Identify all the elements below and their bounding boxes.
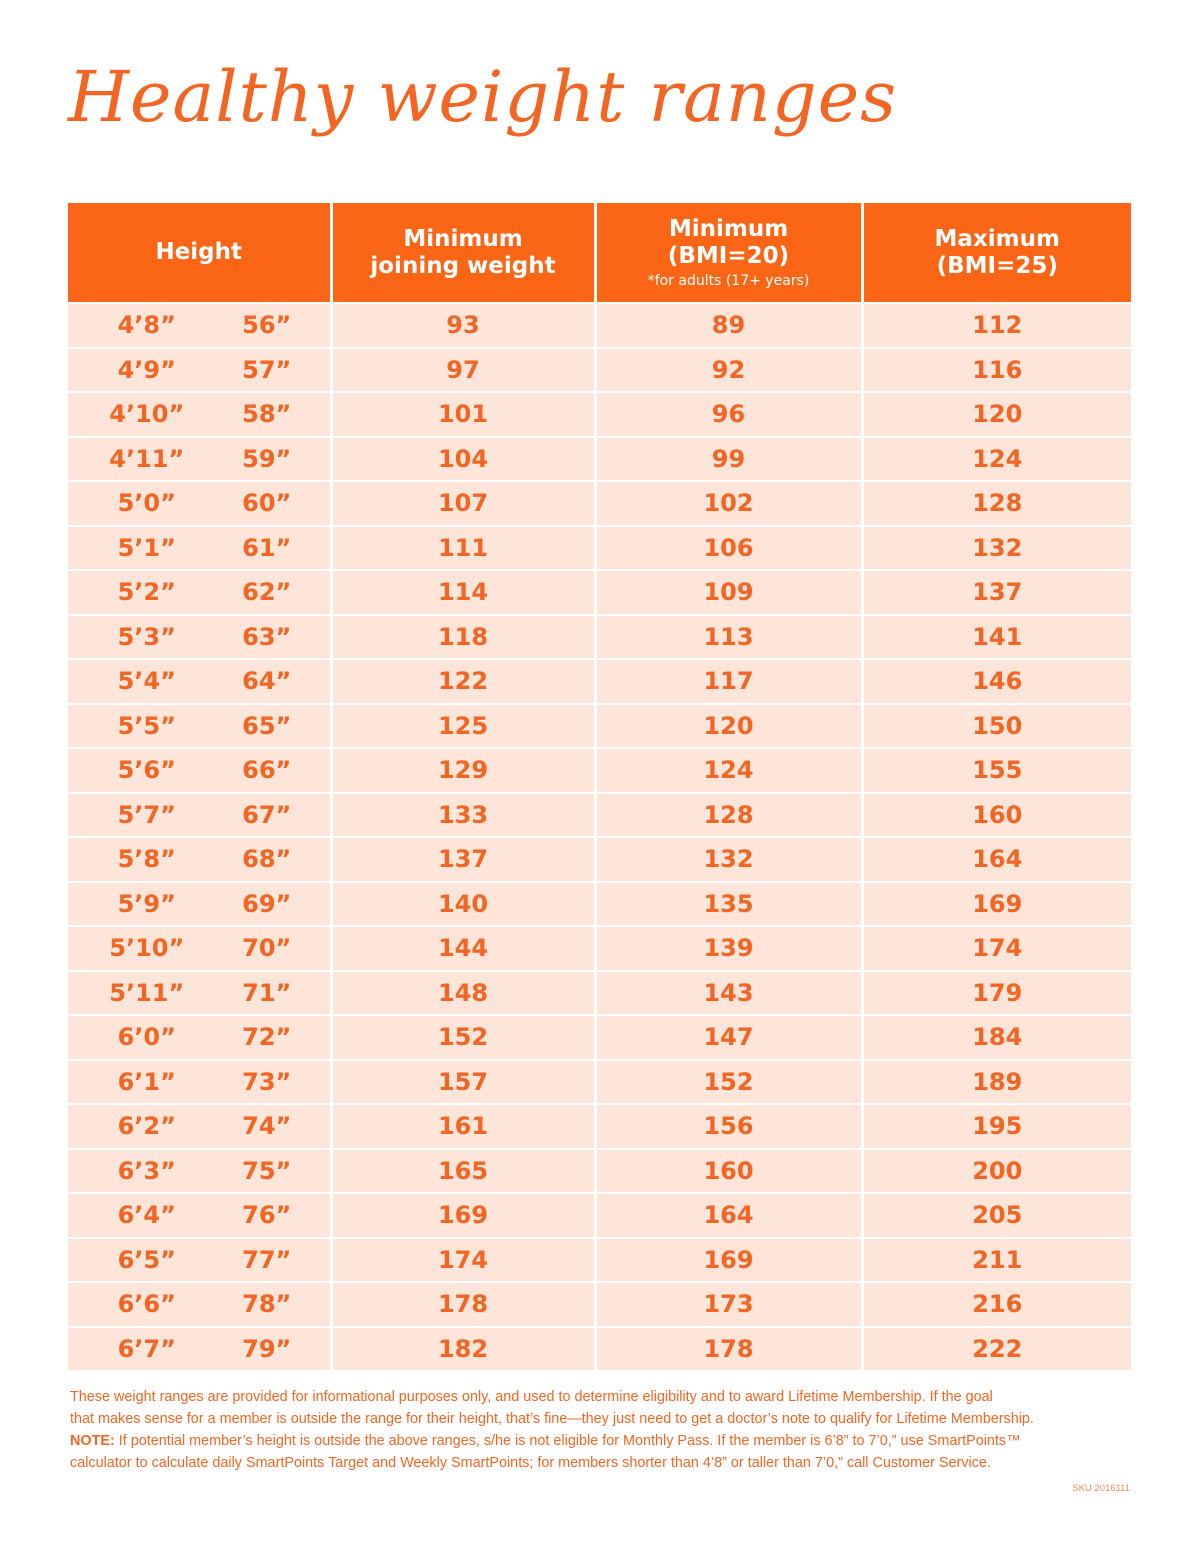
min-joining-weight-cell: 152 bbox=[331, 1015, 595, 1060]
height-feet-inches: 6’3” bbox=[117, 1156, 176, 1185]
max-bmi-weight-cell: 164 bbox=[862, 837, 1131, 882]
min-bmi-weight-cell: 156 bbox=[595, 1104, 862, 1149]
table-row bbox=[68, 1238, 1131, 1283]
table-row bbox=[68, 437, 1131, 482]
height-cell bbox=[68, 303, 331, 348]
max-bmi-weight-cell: 205 bbox=[862, 1193, 1131, 1238]
height-cell bbox=[68, 1015, 331, 1060]
height-cell bbox=[68, 437, 331, 482]
height-cell bbox=[68, 882, 331, 927]
table-row bbox=[68, 1015, 1131, 1060]
min-joining-weight-cell: 182 bbox=[331, 1327, 595, 1371]
max-bmi-weight-cell: 124 bbox=[862, 437, 1131, 482]
height-feet-inches: 5’4” bbox=[117, 667, 176, 696]
height-inches: 58” bbox=[242, 400, 292, 429]
max-bmi-weight-cell: 169 bbox=[862, 882, 1131, 927]
height-feet-inches: 5’0” bbox=[117, 489, 176, 518]
note-text: If potential member’s height is outside the above ranges, s/he is not eligible for Monthly Pass. If the member is 6’8” to 7’0,” use SmartPoints™ bbox=[114, 1433, 1021, 1449]
header-min-bmi bbox=[595, 203, 862, 303]
max-bmi-weight-cell: 137 bbox=[862, 570, 1131, 615]
min-bmi-weight-cell: 99 bbox=[595, 437, 862, 482]
min-joining-weight-cell: 97 bbox=[331, 348, 595, 393]
height-inches: 72” bbox=[242, 1023, 292, 1052]
height-cell bbox=[68, 1238, 331, 1283]
max-bmi-weight-cell: 179 bbox=[862, 971, 1131, 1016]
height-inches: 63” bbox=[242, 622, 292, 651]
max-bmi-weight-cell: 112 bbox=[862, 303, 1131, 348]
min-joining-weight-cell: 144 bbox=[331, 926, 595, 971]
table-row bbox=[68, 1104, 1131, 1149]
min-joining-weight-cell: 93 bbox=[331, 303, 595, 348]
min-joining-weight-cell: 101 bbox=[331, 392, 595, 437]
table-row bbox=[68, 615, 1131, 660]
height-feet-inches: 5’3” bbox=[117, 622, 176, 651]
height-cell bbox=[68, 481, 331, 526]
height-cell bbox=[68, 1282, 331, 1327]
height-inches: 78” bbox=[242, 1290, 292, 1319]
height-inches: 73” bbox=[242, 1067, 292, 1096]
height-feet-inches: 4’9” bbox=[117, 355, 176, 384]
footnote-line-4: calculator to calculate daily SmartPoints Target and Weekly SmartPoints; for members shorter than 4’8” or taller than 7’0,” call Customer Service. bbox=[70, 1455, 991, 1471]
height-feet-inches: 5’1” bbox=[117, 533, 176, 562]
max-bmi-weight-cell: 160 bbox=[862, 793, 1131, 838]
height-cell bbox=[68, 1327, 331, 1371]
height-cell bbox=[68, 526, 331, 571]
height-feet-inches: 5’7” bbox=[117, 800, 176, 829]
height-cell bbox=[68, 748, 331, 793]
table-row bbox=[68, 303, 1131, 348]
table-row bbox=[68, 1060, 1131, 1105]
table-row bbox=[68, 971, 1131, 1016]
min-bmi-weight-cell: 92 bbox=[595, 348, 862, 393]
height-inches: 64” bbox=[242, 667, 292, 696]
min-joining-weight-cell: 133 bbox=[331, 793, 595, 838]
min-bmi-weight-cell: 117 bbox=[595, 659, 862, 704]
min-joining-weight-cell: 122 bbox=[331, 659, 595, 704]
height-inches: 67” bbox=[242, 800, 292, 829]
sku-code: SKU 2016111 bbox=[1072, 1483, 1130, 1494]
header-row bbox=[68, 203, 1131, 303]
height-feet-inches: 5’5” bbox=[117, 711, 176, 740]
min-bmi-weight-cell: 135 bbox=[595, 882, 862, 927]
min-bmi-weight-cell: 173 bbox=[595, 1282, 862, 1327]
max-bmi-weight-cell: 200 bbox=[862, 1149, 1131, 1194]
height-feet-inches: 6’4” bbox=[117, 1201, 176, 1230]
min-bmi-weight-cell: 102 bbox=[595, 481, 862, 526]
table-row bbox=[68, 882, 1131, 927]
table-row bbox=[68, 837, 1131, 882]
table-row bbox=[68, 793, 1131, 838]
height-inches: 61” bbox=[242, 533, 292, 562]
height-feet-inches: 6’1” bbox=[117, 1067, 176, 1096]
min-bmi-weight-cell: 96 bbox=[595, 392, 862, 437]
table-header bbox=[68, 203, 1131, 303]
height-inches: 75” bbox=[242, 1156, 292, 1185]
header-min-joining-line1: Minimum bbox=[403, 225, 523, 252]
max-bmi-weight-cell: 116 bbox=[862, 348, 1131, 393]
height-feet-inches: 4’8” bbox=[117, 311, 176, 340]
min-joining-weight-cell: 148 bbox=[331, 971, 595, 1016]
note-label: NOTE: bbox=[70, 1433, 115, 1449]
height-cell bbox=[68, 926, 331, 971]
height-inches: 59” bbox=[242, 444, 292, 473]
height-cell bbox=[68, 793, 331, 838]
header-min-bmi-line1: Minimum bbox=[668, 215, 789, 242]
height-feet-inches: 5’9” bbox=[117, 889, 176, 918]
min-joining-weight-cell: 161 bbox=[331, 1104, 595, 1149]
min-bmi-weight-cell: 124 bbox=[595, 748, 862, 793]
max-bmi-weight-cell: 155 bbox=[862, 748, 1131, 793]
min-joining-weight-cell: 114 bbox=[331, 570, 595, 615]
max-bmi-weight-cell: 128 bbox=[862, 481, 1131, 526]
min-joining-weight-cell: 118 bbox=[331, 615, 595, 660]
min-bmi-weight-cell: 106 bbox=[595, 526, 862, 571]
height-feet-inches: 6’0” bbox=[117, 1023, 176, 1052]
min-joining-weight-cell: 104 bbox=[331, 437, 595, 482]
height-inches: 77” bbox=[242, 1245, 292, 1274]
table-row bbox=[68, 1149, 1131, 1194]
height-cell bbox=[68, 615, 331, 660]
table-row bbox=[68, 926, 1131, 971]
table-row bbox=[68, 1327, 1131, 1371]
table-row bbox=[68, 1282, 1131, 1327]
height-feet-inches: 4’11” bbox=[109, 444, 185, 473]
min-joining-weight-cell: 140 bbox=[331, 882, 595, 927]
min-joining-weight-cell: 107 bbox=[331, 481, 595, 526]
footnote-line-1: These weight ranges are provided for informational purposes only, and used to determine eligibility and to award Lifetime Membership. If the goal bbox=[70, 1389, 993, 1405]
height-inches: 76” bbox=[242, 1201, 292, 1230]
height-cell bbox=[68, 704, 331, 749]
height-feet-inches: 5’2” bbox=[117, 578, 176, 607]
height-feet-inches: 5’11” bbox=[109, 978, 185, 1007]
min-bmi-weight-cell: 147 bbox=[595, 1015, 862, 1060]
header-height-label: Height bbox=[155, 239, 243, 265]
max-bmi-weight-cell: 132 bbox=[862, 526, 1131, 571]
footnote bbox=[70, 1386, 1132, 1474]
height-inches: 71” bbox=[242, 978, 292, 1007]
min-bmi-weight-cell: 128 bbox=[595, 793, 862, 838]
height-inches: 79” bbox=[242, 1334, 292, 1363]
table-body bbox=[68, 303, 1131, 1370]
height-inches: 57” bbox=[242, 355, 292, 384]
min-bmi-weight-cell: 132 bbox=[595, 837, 862, 882]
max-bmi-weight-cell: 146 bbox=[862, 659, 1131, 704]
max-bmi-weight-cell: 211 bbox=[862, 1238, 1131, 1283]
min-bmi-weight-cell: 139 bbox=[595, 926, 862, 971]
min-bmi-weight-cell: 89 bbox=[595, 303, 862, 348]
header-height bbox=[68, 203, 331, 303]
page-title: Healthy weight ranges bbox=[68, 56, 898, 138]
min-joining-weight-cell: 165 bbox=[331, 1149, 595, 1194]
height-feet-inches: 5’6” bbox=[117, 756, 176, 785]
min-bmi-weight-cell: 143 bbox=[595, 971, 862, 1016]
height-cell bbox=[68, 1193, 331, 1238]
max-bmi-weight-cell: 189 bbox=[862, 1060, 1131, 1105]
height-cell bbox=[68, 1149, 331, 1194]
height-cell bbox=[68, 1060, 331, 1105]
min-bmi-weight-cell: 152 bbox=[595, 1060, 862, 1105]
header-min-bmi-note: *for adults (17+ years) bbox=[647, 272, 810, 289]
table-row bbox=[68, 748, 1131, 793]
height-feet-inches: 5’10” bbox=[109, 934, 185, 963]
max-bmi-weight-cell: 150 bbox=[862, 704, 1131, 749]
height-inches: 66” bbox=[242, 756, 292, 785]
table-row bbox=[68, 526, 1131, 571]
min-joining-weight-cell: 174 bbox=[331, 1238, 595, 1283]
min-joining-weight-cell: 178 bbox=[331, 1282, 595, 1327]
height-feet-inches: 4’10” bbox=[109, 400, 185, 429]
min-bmi-weight-cell: 178 bbox=[595, 1327, 862, 1371]
min-bmi-weight-cell: 160 bbox=[595, 1149, 862, 1194]
table-row bbox=[68, 481, 1131, 526]
height-inches: 60” bbox=[242, 489, 292, 518]
height-cell bbox=[68, 659, 331, 704]
header-min-joining-weight bbox=[331, 203, 595, 303]
max-bmi-weight-cell: 184 bbox=[862, 1015, 1131, 1060]
min-bmi-weight-cell: 164 bbox=[595, 1193, 862, 1238]
table-row bbox=[68, 704, 1131, 749]
table-row bbox=[68, 1193, 1131, 1238]
height-inches: 74” bbox=[242, 1112, 292, 1141]
min-bmi-weight-cell: 113 bbox=[595, 615, 862, 660]
height-cell bbox=[68, 1104, 331, 1149]
footnote-note-line bbox=[70, 1430, 1132, 1452]
height-cell bbox=[68, 570, 331, 615]
header-min-joining-line2: joining weight bbox=[370, 252, 556, 279]
header-max-bmi-line2: (BMI=25) bbox=[936, 252, 1058, 279]
max-bmi-weight-cell: 195 bbox=[862, 1104, 1131, 1149]
table-row bbox=[68, 392, 1131, 437]
weight-ranges-table bbox=[68, 203, 1131, 1370]
min-joining-weight-cell: 111 bbox=[331, 526, 595, 571]
height-cell bbox=[68, 392, 331, 437]
max-bmi-weight-cell: 174 bbox=[862, 926, 1131, 971]
height-cell bbox=[68, 837, 331, 882]
table-row bbox=[68, 659, 1131, 704]
min-bmi-weight-cell: 109 bbox=[595, 570, 862, 615]
max-bmi-weight-cell: 141 bbox=[862, 615, 1131, 660]
min-joining-weight-cell: 129 bbox=[331, 748, 595, 793]
min-bmi-weight-cell: 120 bbox=[595, 704, 862, 749]
max-bmi-weight-cell: 222 bbox=[862, 1327, 1131, 1371]
table-row bbox=[68, 570, 1131, 615]
footnote-line-2: that makes sense for a member is outside the range for their height, that’s fine—they just need to get a doctor’s note to qualify for Lifetime Membership. bbox=[70, 1411, 1034, 1427]
height-cell bbox=[68, 348, 331, 393]
height-inches: 68” bbox=[242, 845, 292, 874]
min-joining-weight-cell: 137 bbox=[331, 837, 595, 882]
max-bmi-weight-cell: 216 bbox=[862, 1282, 1131, 1327]
height-feet-inches: 6’6” bbox=[117, 1290, 176, 1319]
header-min-bmi-line2: (BMI=20) bbox=[667, 242, 790, 269]
height-inches: 70” bbox=[242, 934, 292, 963]
height-feet-inches: 6’2” bbox=[117, 1112, 176, 1141]
header-max-bmi-line1: Maximum bbox=[934, 225, 1060, 252]
min-joining-weight-cell: 169 bbox=[331, 1193, 595, 1238]
height-feet-inches: 5’8” bbox=[117, 845, 176, 874]
max-bmi-weight-cell: 120 bbox=[862, 392, 1131, 437]
height-feet-inches: 6’7” bbox=[117, 1334, 176, 1363]
height-inches: 56” bbox=[242, 311, 292, 340]
height-inches: 62” bbox=[242, 578, 292, 607]
min-bmi-weight-cell: 169 bbox=[595, 1238, 862, 1283]
height-inches: 65” bbox=[242, 711, 292, 740]
height-inches: 69” bbox=[242, 889, 292, 918]
height-cell bbox=[68, 971, 331, 1016]
header-max-bmi bbox=[862, 203, 1131, 303]
min-joining-weight-cell: 157 bbox=[331, 1060, 595, 1105]
table-row bbox=[68, 348, 1131, 393]
min-joining-weight-cell: 125 bbox=[331, 704, 595, 749]
height-feet-inches: 6’5” bbox=[117, 1245, 176, 1274]
